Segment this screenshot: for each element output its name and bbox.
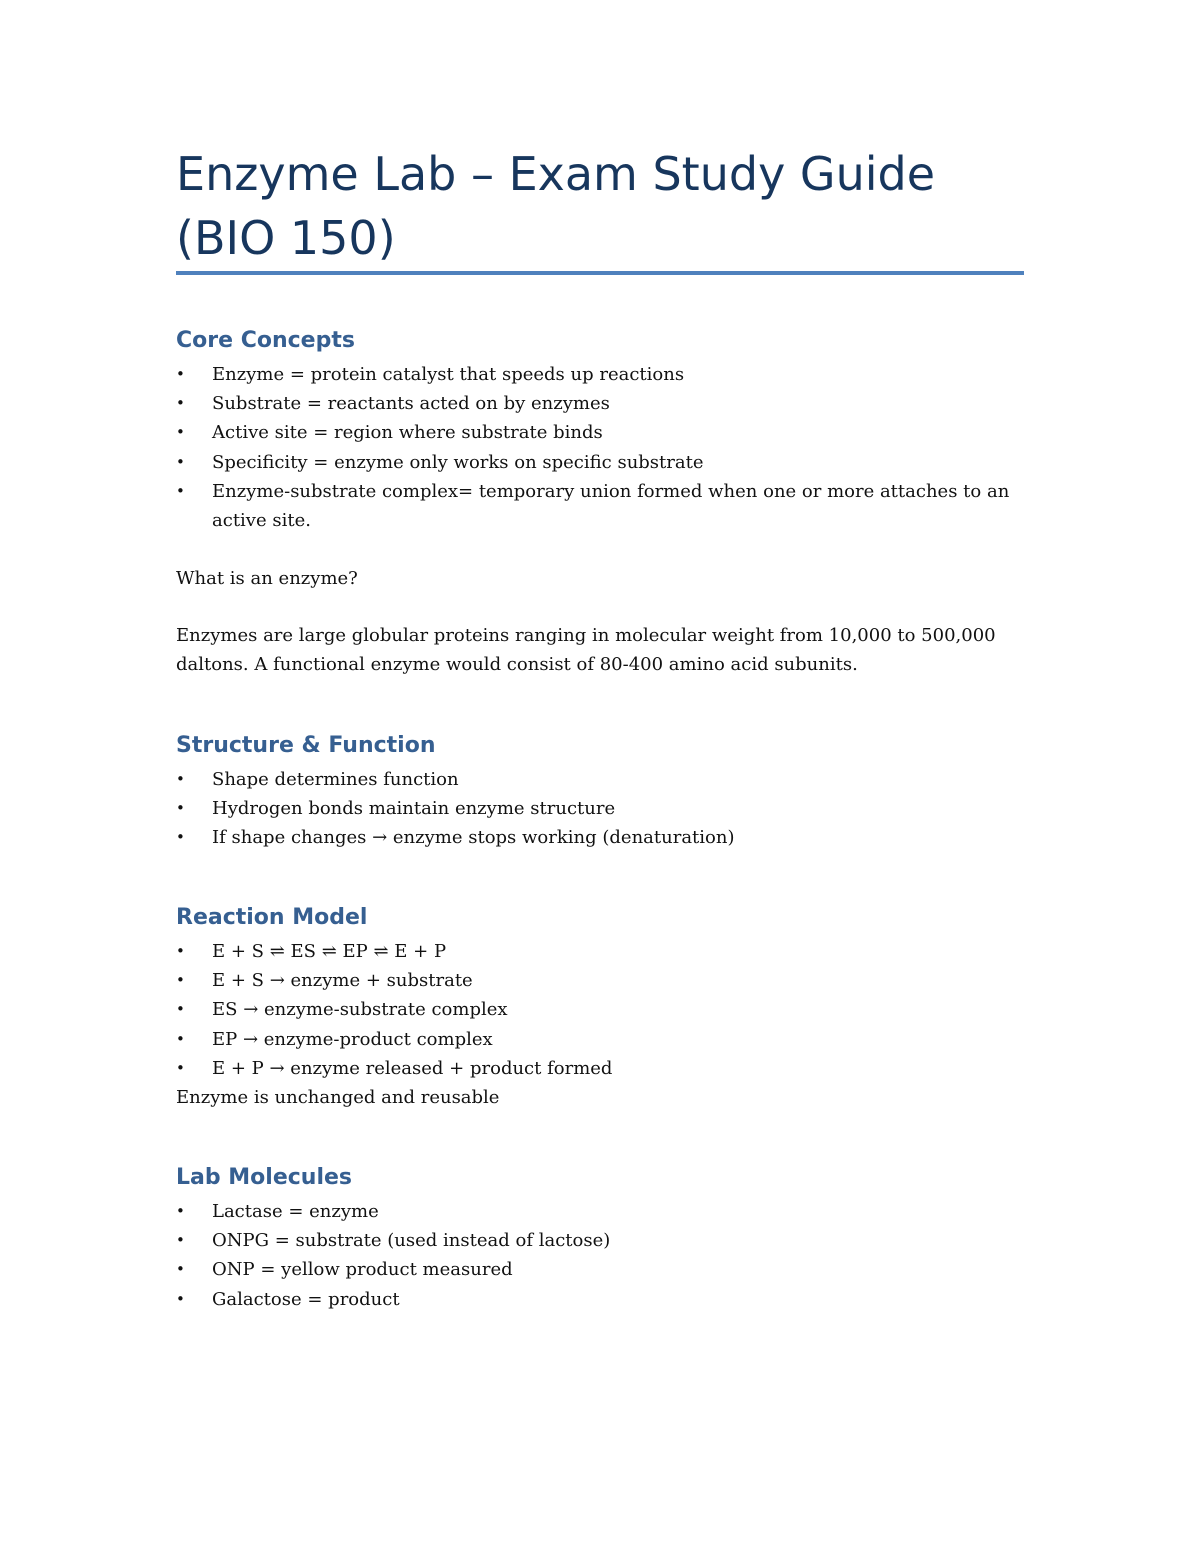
title-underline	[176, 271, 1024, 275]
list-item: • E + P → enzyme released + product formed	[176, 1054, 1026, 1083]
list-item: • Specificity = enzyme only works on specific substrate	[176, 448, 1026, 477]
question-paragraph: What is an enzyme?	[176, 568, 358, 589]
bullet-icon: •	[176, 971, 185, 990]
answer-paragraph: Enzymes are large globular proteins ranging in molecular weight from 10,000 to 500,000 daltons. A functional enzyme would consist of 80-400 amino acid subunits.	[176, 625, 996, 676]
bullet-icon: •	[176, 799, 185, 818]
heading-lab-molecules: Lab Molecules	[176, 1165, 352, 1190]
bullet-icon: •	[176, 1231, 185, 1250]
list-item: • Galactose = product	[176, 1285, 1026, 1314]
reaction-model-list	[176, 937, 1026, 1083]
list-item: • Shape determines function	[176, 765, 1026, 794]
heading-reaction-model: Reaction Model	[176, 905, 368, 930]
bullet-icon: •	[176, 423, 185, 442]
reaction-note: Enzyme is unchanged and reusable	[176, 1087, 500, 1108]
list-item: • ONPG = substrate (used instead of lactose)	[176, 1226, 1026, 1255]
list-item: • Lactase = enzyme	[176, 1197, 1026, 1226]
core-concepts-list	[176, 360, 1026, 535]
document-title: Enzyme Lab – Exam Study Guide (BIO 150)	[176, 147, 935, 265]
list-item: • Enzyme = protein catalyst that speeds up reactions	[176, 360, 1026, 389]
bullet-icon: •	[176, 1260, 185, 1279]
bullet-icon: •	[176, 1202, 185, 1220]
list-item: • If shape changes → enzyme stops working (denaturation)	[176, 823, 1026, 852]
bullet-icon: •	[176, 481, 185, 500]
bullet-icon: •	[176, 394, 185, 413]
list-item: • Substrate = reactants acted on by enzymes	[176, 389, 1026, 418]
list-item: • ES → enzyme-substrate complex	[176, 995, 1026, 1024]
bullet-icon: •	[176, 828, 185, 847]
list-item: • Active site = region where substrate binds	[176, 418, 1026, 447]
bullet-icon: •	[176, 942, 185, 960]
bullet-icon: •	[176, 452, 185, 471]
list-item: • E + S → enzyme + substrate	[176, 966, 1026, 995]
heading-core-concepts: Core Concepts	[176, 328, 355, 353]
bullet-icon: •	[176, 1000, 185, 1019]
list-item: • ONP = yellow product measured	[176, 1255, 1026, 1284]
bullet-icon: •	[176, 1058, 185, 1077]
list-item: • E + S ⇌ ES ⇌ EP ⇌ E + P	[176, 937, 1026, 966]
list-item: • Enzyme-substrate complex= temporary union formed when one or more attaches to an active site.	[176, 477, 1026, 535]
bullet-icon: •	[176, 770, 185, 788]
bullet-icon: •	[176, 1289, 185, 1308]
bullet-icon: •	[176, 1029, 185, 1048]
list-item: • EP → enzyme-product complex	[176, 1025, 1026, 1054]
bullet-icon: •	[176, 365, 185, 383]
heading-structure-function: Structure & Function	[176, 733, 436, 758]
structure-function-list	[176, 765, 1026, 853]
lab-molecules-list	[176, 1197, 1026, 1314]
list-item: • Hydrogen bonds maintain enzyme structure	[176, 794, 1026, 823]
